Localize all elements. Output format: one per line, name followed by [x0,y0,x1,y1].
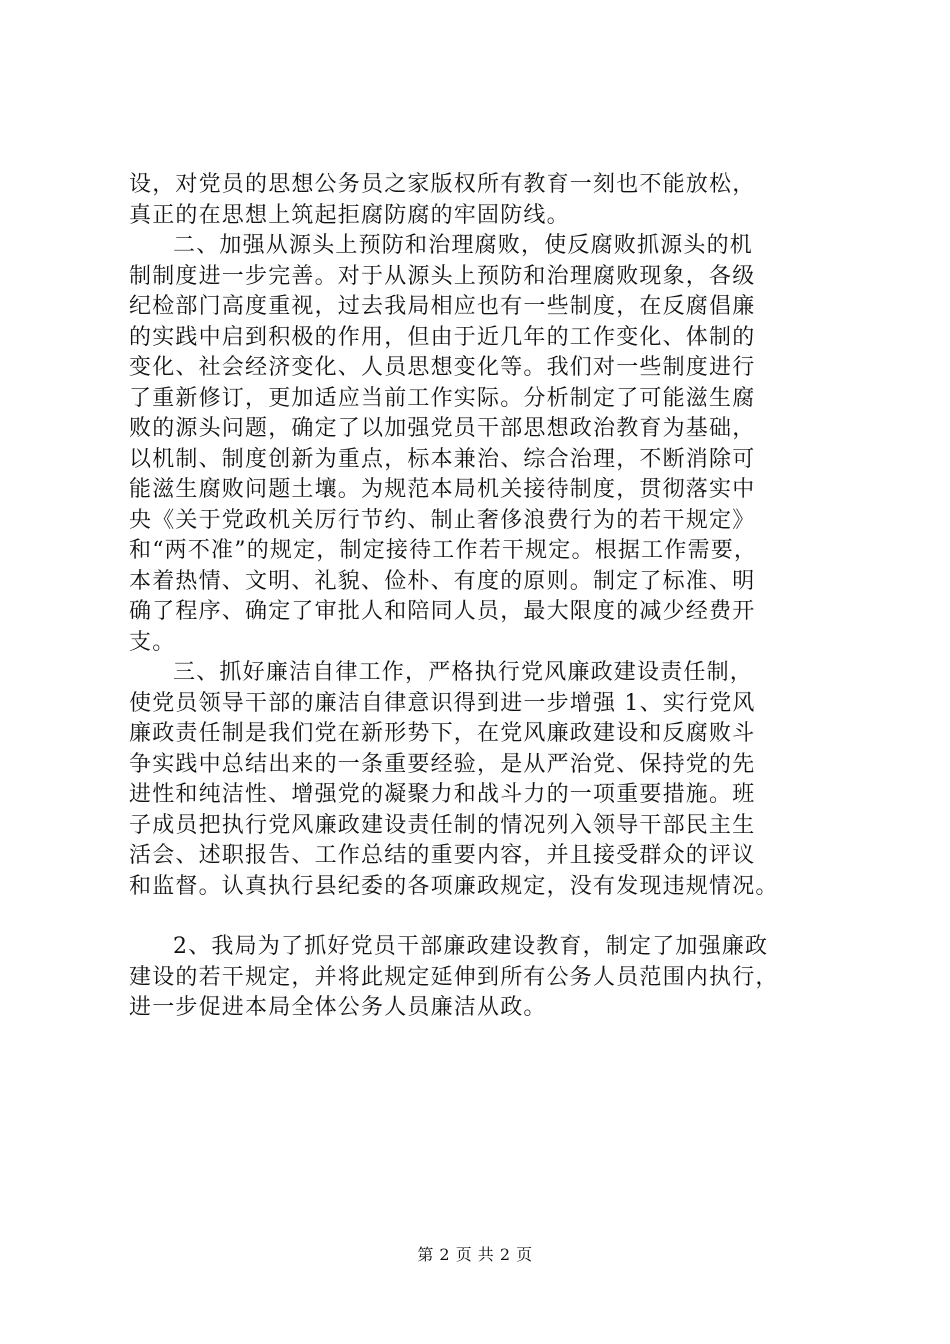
text-line: 确了程序、确定了审批人和陪同人员，最大限度的减少经费开 [129,599,756,624]
text-line: 纪检部门高度重视，过去我局相应也有一些制度，在反腐倡廉 [129,294,756,319]
paragraph-item-2 [129,932,849,1024]
text-line: 央《关于党政机关厉行节约、制止奢侈浪费行为的若干规定》 [129,507,756,533]
page-number-footer: 第 2 页 共 2 页 [417,1245,533,1264]
text-line: 和“两不准”的规定，制定接待工作若干规定。根据工作需要， [129,538,758,563]
paragraph-continuation [129,170,849,231]
text-line: 建设的若干规定，并将此规定延伸到所有公务人员范围内执行， [129,964,779,990]
text-line: 真正的在思想上筑起拒腐防腐的牢固防线。 [129,202,570,228]
text-line: 败的源头问题，确定了以加强党员干部思想政治教育为基础， [129,416,756,441]
text-line: 子成员把执行党风廉政建设责任制的情况列入领导干部民主生 [129,812,756,838]
paragraph-section-2 [129,231,849,658]
text-line: 进一步促进本局全体公务人员廉洁从政。 [129,995,547,1020]
text-line: 本着热情、文明、礼貌、俭朴、有度的原则。制定了标准、明 [129,568,756,594]
text-line: 2、我局为了抓好党员干部廉政建设教育，制定了加强廉政 [173,934,769,959]
text-line: 争实践中总结出来的一条重要经验，是从严治党、保持党的先 [129,751,756,777]
text-line: 设，对党员的思想公务员之家版权所有教育一刻也不能放松， [129,172,756,197]
text-line: 支。 [129,629,176,655]
text-line: 三、抓好廉洁自律工作，严格执行党风廉政建设责任制， [173,660,754,685]
text-line: 的实践中启到积极的作用，但由于近几年的工作变化、体制的 [129,324,756,350]
text-line: 了重新修订，更加适应当前工作实际。分析制定了可能滋生腐 [129,385,756,411]
text-line: 以机制、制度创新为重点，标本兼治、综合治理，不断消除可 [129,446,756,472]
document-body [129,170,849,1024]
text-line: 和监督。认真执行县纪委的各项廉政规定，没有发现违规情况。 [129,873,779,899]
text-line: 廉政责任制是我们党在新形势下，在党风廉政建设和反腐败斗 [129,721,756,746]
text-line: 变化、社会经济变化、人员思想变化等。我们对一些制度进行 [129,355,756,380]
text-line: 活会、述职报告、工作总结的重要内容，并且接受群众的评议 [129,843,756,868]
text-line: 进性和纯洁性、增强党的凝聚力和战斗力的一项重要措施。班 [129,782,756,807]
text-line: 二、加强从源头上预防和治理腐败，使反腐败抓源头的机 [173,233,754,258]
text-line: 能滋生腐败问题土壤。为规范本局机关接待制度，贯彻落实中 [129,477,756,502]
text-line: 制制度进一步完善。对于从源头上预防和治理腐败现象，各级 [129,263,756,289]
paragraph-section-3 [129,658,849,902]
text-line: 使党员领导干部的廉洁自律意识得到进一步增强 1、实行党风 [129,690,756,716]
